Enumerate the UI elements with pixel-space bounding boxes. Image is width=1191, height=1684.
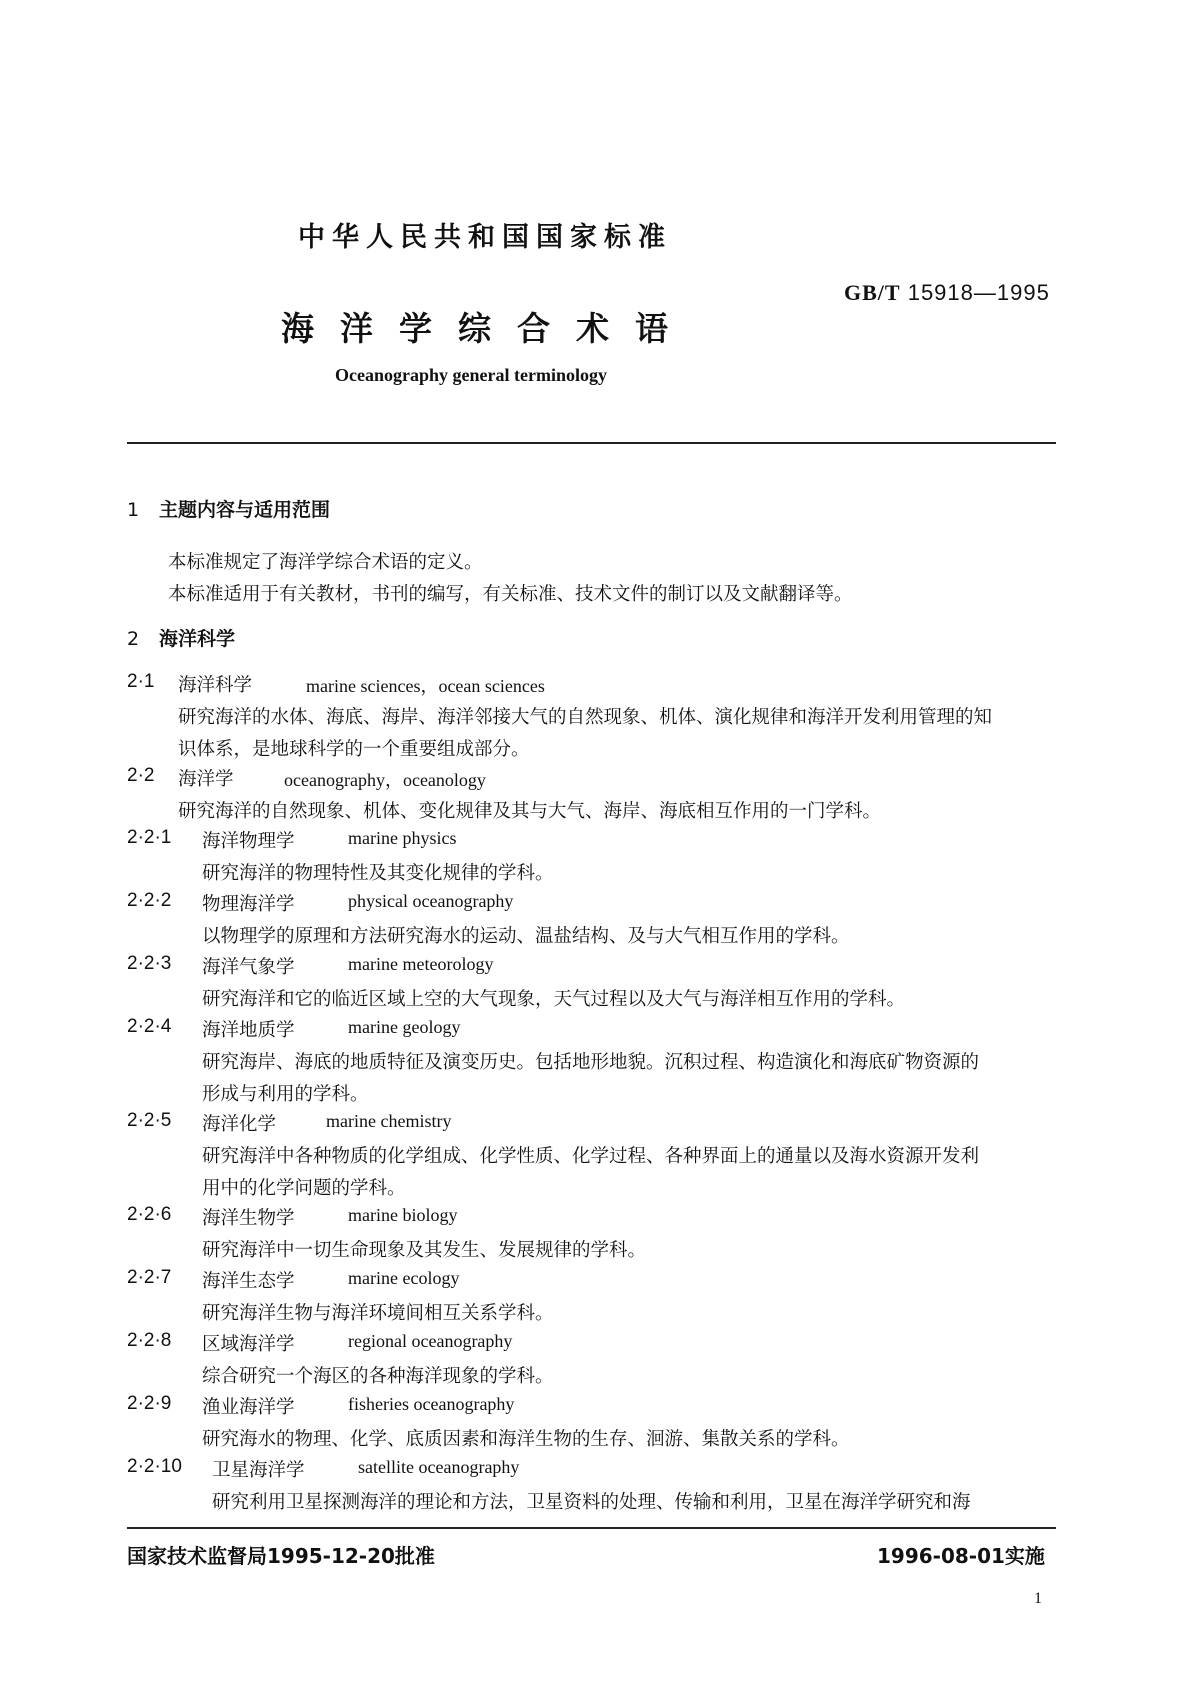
term-number: 2·2·2: [127, 890, 172, 911]
term-number: 2·1: [127, 671, 155, 692]
term-chinese: 物理海洋学: [202, 894, 295, 915]
term-english: marine meteorology: [348, 954, 494, 974]
term-definition: 研究海洋中各种物质的化学组成、化学性质、化学过程、各种界面上的通量以及海水资源开发利: [202, 1146, 980, 1167]
term-chinese: 海洋地质学: [202, 1020, 295, 1041]
term-number: 2·2·10: [127, 1456, 182, 1477]
term-definition: 形成与利用的学科。: [202, 1084, 369, 1105]
term-definition: 研究海洋和它的临近区域上空的大气现象，天气过程以及大气与海洋相互作用的学科。: [202, 989, 906, 1010]
term-chinese: 卫星海洋学: [212, 1460, 305, 1481]
implementation-text: 1996-08-01实施: [877, 1544, 1045, 1568]
section-2-heading: [127, 624, 235, 651]
term-definition: 研究海岸、海底的地质特征及演变历史。包括地形地貌。沉积过程、构造演化和海底矿物资源的: [202, 1052, 980, 1073]
section-2-title: 海洋科学: [159, 628, 236, 650]
term-english: physical oceanography: [348, 891, 514, 911]
term-english: marine sciences，ocean sciences: [306, 676, 545, 696]
standard-prefix: GB/T: [844, 280, 901, 305]
page-number: 1: [1034, 1590, 1042, 1607]
term-definition: 研究海洋的水体、海底、海岸、海洋邻接大气的自然现象、机体、演化规律和海洋开发利用管理的知: [178, 707, 993, 728]
term-chinese: 海洋科学: [178, 675, 253, 696]
term-english: regional oceanography: [348, 1331, 513, 1351]
term-number: 2·2·8: [127, 1330, 172, 1351]
scope-paragraph: 本标准适用于有关教材，书刊的编写，有关标准、技术文件的制订以及文献翻译等。: [168, 584, 853, 605]
term-chinese: 海洋学: [178, 769, 234, 790]
term-english: satellite oceanography: [358, 1457, 520, 1477]
document-title: 海洋学综合术语: [281, 309, 694, 348]
term-chinese: 海洋气象学: [202, 957, 295, 978]
term-definition: 以物理学的原理和方法研究海水的运动、温盐结构、及与大气相互作用的学科。: [202, 926, 850, 947]
term-definition: 研究海洋的自然现象、机体、变化规律及其与大气、海岸、海底相互作用的一门学科。: [178, 801, 882, 822]
term-english: marine biology: [348, 1205, 458, 1225]
footer-divider: [127, 1527, 1056, 1529]
term-chinese: 渔业海洋学: [202, 1397, 295, 1418]
term-chinese: 区域海洋学: [202, 1334, 295, 1355]
term-definition: 研究海洋的物理特性及其变化规律的学科。: [202, 863, 554, 884]
document-subtitle: Oceanography general terminology: [335, 365, 607, 385]
term-number: 2·2·7: [127, 1267, 172, 1288]
term-definition: 用中的化学问题的学科。: [202, 1178, 406, 1199]
term-english: marine ecology: [348, 1268, 460, 1288]
term-number: 2·2·9: [127, 1393, 172, 1414]
national-standard-title: 中华人民共和国国家标准: [298, 222, 672, 253]
term-english: marine chemistry: [326, 1111, 452, 1131]
section-1-number: 1: [127, 499, 140, 521]
term-number: 2·2·1: [127, 827, 172, 848]
term-chinese: 海洋生态学: [202, 1271, 295, 1292]
term-number: 2·2·3: [127, 953, 172, 974]
term-english: marine geology: [348, 1017, 461, 1037]
scope-paragraph: 本标准规定了海洋学综合术语的定义。: [168, 552, 483, 573]
standard-number: 15918—1995: [907, 280, 1050, 305]
term-definition: 研究海洋生物与海洋环境间相互关系学科。: [202, 1303, 554, 1324]
section-2-number: 2: [127, 628, 140, 650]
standard-code: [844, 280, 1050, 306]
term-english: marine physics: [348, 828, 457, 848]
section-1-title: 主题内容与适用范围: [159, 499, 331, 521]
header-divider: [127, 442, 1056, 444]
section-1-heading: [127, 495, 330, 522]
term-definition: 研究海水的物理、化学、底质因素和海洋生物的生存、洄游、集散关系的学科。: [202, 1429, 850, 1450]
term-chinese: 海洋化学: [202, 1114, 277, 1135]
term-number: 2·2·5: [127, 1110, 172, 1131]
term-chinese: 海洋生物学: [202, 1208, 295, 1229]
term-definition: 研究利用卫星探测海洋的理论和方法，卫星资料的处理、传输和利用，卫星在海洋学研究和海: [212, 1492, 971, 1513]
term-chinese: 海洋物理学: [202, 831, 295, 852]
term-definition: 研究海洋中一切生命现象及其发生、发展规律的学科。: [202, 1240, 647, 1261]
term-english: fisheries oceanography: [348, 1394, 515, 1414]
approval-text: 国家技术监督局1995-12-20批准: [127, 1544, 435, 1568]
term-english: oceanography，oceanology: [284, 770, 486, 790]
term-number: 2·2·6: [127, 1204, 172, 1225]
term-number: 2·2·4: [127, 1016, 172, 1037]
term-number: 2·2: [127, 765, 155, 786]
term-definition: 综合研究一个海区的各种海洋现象的学科。: [202, 1366, 554, 1387]
term-definition: 识体系，是地球科学的一个重要组成部分。: [178, 739, 530, 760]
